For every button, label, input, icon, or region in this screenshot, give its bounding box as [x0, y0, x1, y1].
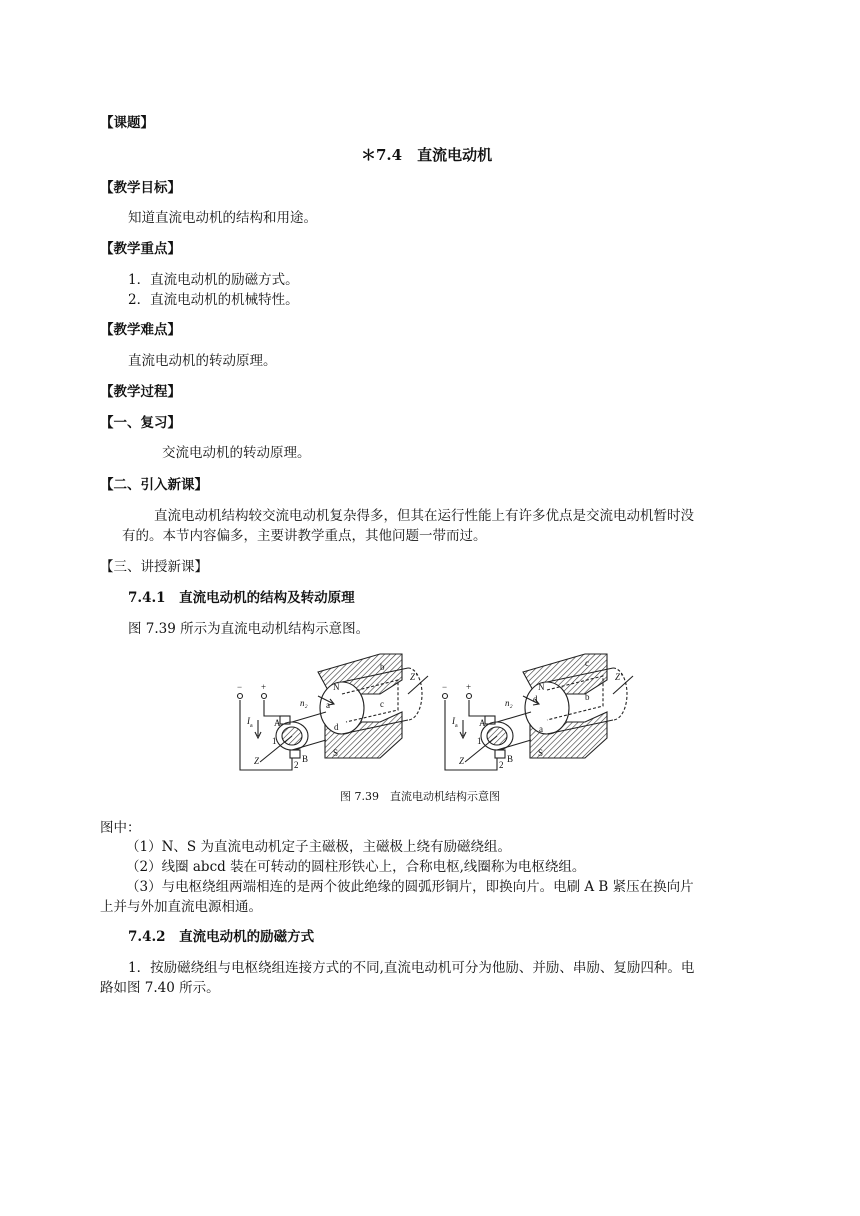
label-s-pole: S — [538, 748, 544, 758]
intro-label: 【二、引入新课】 — [100, 477, 208, 493]
figure-note-3-line1: （3）与电枢绕组两端相连的是两个彼此绝缘的圆弧形铜片，即换向片。电刷 A B 紧压在换向片 — [126, 879, 694, 895]
label-brush-b: B — [302, 754, 309, 764]
label-zprime: Z' — [410, 672, 417, 682]
label-z: Z — [254, 756, 260, 766]
label-ia-sub: a — [250, 723, 253, 729]
label-n2: n₂ — [300, 698, 308, 708]
topic-label: 【课题】 — [100, 115, 154, 131]
coil-label-c: c — [585, 658, 589, 668]
section-7-4-2-text-line2: 路如图 7.40 所示。 — [100, 980, 220, 996]
label-ia: I — [452, 716, 455, 726]
label-brush-a: A — [274, 718, 281, 728]
label-two: 2 — [499, 760, 504, 770]
teach-label: 【三、讲授新课】 — [100, 559, 208, 575]
label-one: 1 — [272, 736, 277, 746]
key-point-item: 1．直流电动机的励磁方式。 — [128, 272, 299, 288]
difficulty-text: 直流电动机的转动原理。 — [128, 353, 277, 369]
coil-label-b: b — [380, 662, 385, 672]
label-minus: − — [442, 682, 448, 692]
goal-label: 【教学目标】 — [100, 180, 181, 196]
label-n-pole: N — [538, 682, 545, 692]
review-label: 【一、复习】 — [100, 415, 181, 431]
label-ia: I — [247, 716, 250, 726]
process-label: 【教学过程】 — [100, 384, 181, 400]
coil-label-c: c — [380, 699, 384, 709]
coil-label-d: d — [533, 694, 538, 704]
label-one: 1 — [477, 736, 482, 746]
label-n-pole: N — [333, 682, 340, 692]
key-point-item: 2．直流电动机的机械特性。 — [128, 292, 299, 308]
label-plus: + — [261, 682, 267, 692]
section-7-4-2-title: 7.4.2 直流电动机的励磁方式 — [128, 929, 315, 945]
label-zprime: Z' — [615, 672, 622, 682]
coil-label-a: a — [326, 700, 330, 710]
label-s-pole: S — [333, 748, 339, 758]
label-n2: n₂ — [505, 698, 513, 708]
label-brush-a: A — [479, 718, 486, 728]
coil-label-a: a — [539, 724, 543, 734]
section-7-4-2-text-line1: 1．按励磁绕组与电枢绕组连接方式的不同,直流电动机可分为他励、并励、串励、复励四种。电 — [128, 960, 695, 976]
lesson-title: ＊7.4 直流电动机 — [361, 146, 493, 164]
figure-note-3-line2: 上并与外加直流电源相通。 — [100, 899, 262, 915]
difficulty-label: 【教学难点】 — [100, 322, 181, 338]
figure-caption: 图 7.39 直流电动机结构示意图 — [340, 790, 500, 803]
label-minus: − — [237, 682, 243, 692]
intro-text-line1: 直流电动机结构较交流电动机复杂得多，但其在运行性能上有许多优点是交流电动机暂时没 — [154, 508, 694, 524]
label-brush-b: B — [507, 754, 514, 764]
label-two: 2 — [294, 760, 299, 770]
figure-note-1: （1）N、S 为直流电动机定子主磁极，主磁极上绕有励磁绕组。 — [126, 839, 511, 855]
goal-text: 知道直流电动机的结构和用途。 — [128, 210, 317, 226]
section-7-4-1-title: 7.4.1 直流电动机的结构及转动原理 — [128, 590, 355, 606]
review-text: 交流电动机的转动原理。 — [162, 445, 311, 461]
label-z: Z — [459, 756, 465, 766]
label-plus: + — [466, 682, 472, 692]
coil-label-b: b — [585, 692, 590, 702]
coil-label-d: d — [334, 722, 339, 732]
key-points-label: 【教学重点】 — [100, 241, 181, 257]
intro-text-line2: 有的。本节内容偏多，主要讲教学重点，其他问题一带而过。 — [122, 528, 487, 544]
figure-intro: 图中： — [100, 820, 141, 836]
figure-note-2: （2）线圈 abcd 装在可转动的圆柱形铁心上，合称电枢,线圈称为电枢绕组。 — [126, 859, 586, 875]
section-7-4-1-text: 图 7.39 所示为直流电动机结构示意图。 — [128, 621, 370, 637]
label-ia-sub: a — [455, 723, 458, 729]
dc-motor-structure-figure — [230, 650, 650, 778]
